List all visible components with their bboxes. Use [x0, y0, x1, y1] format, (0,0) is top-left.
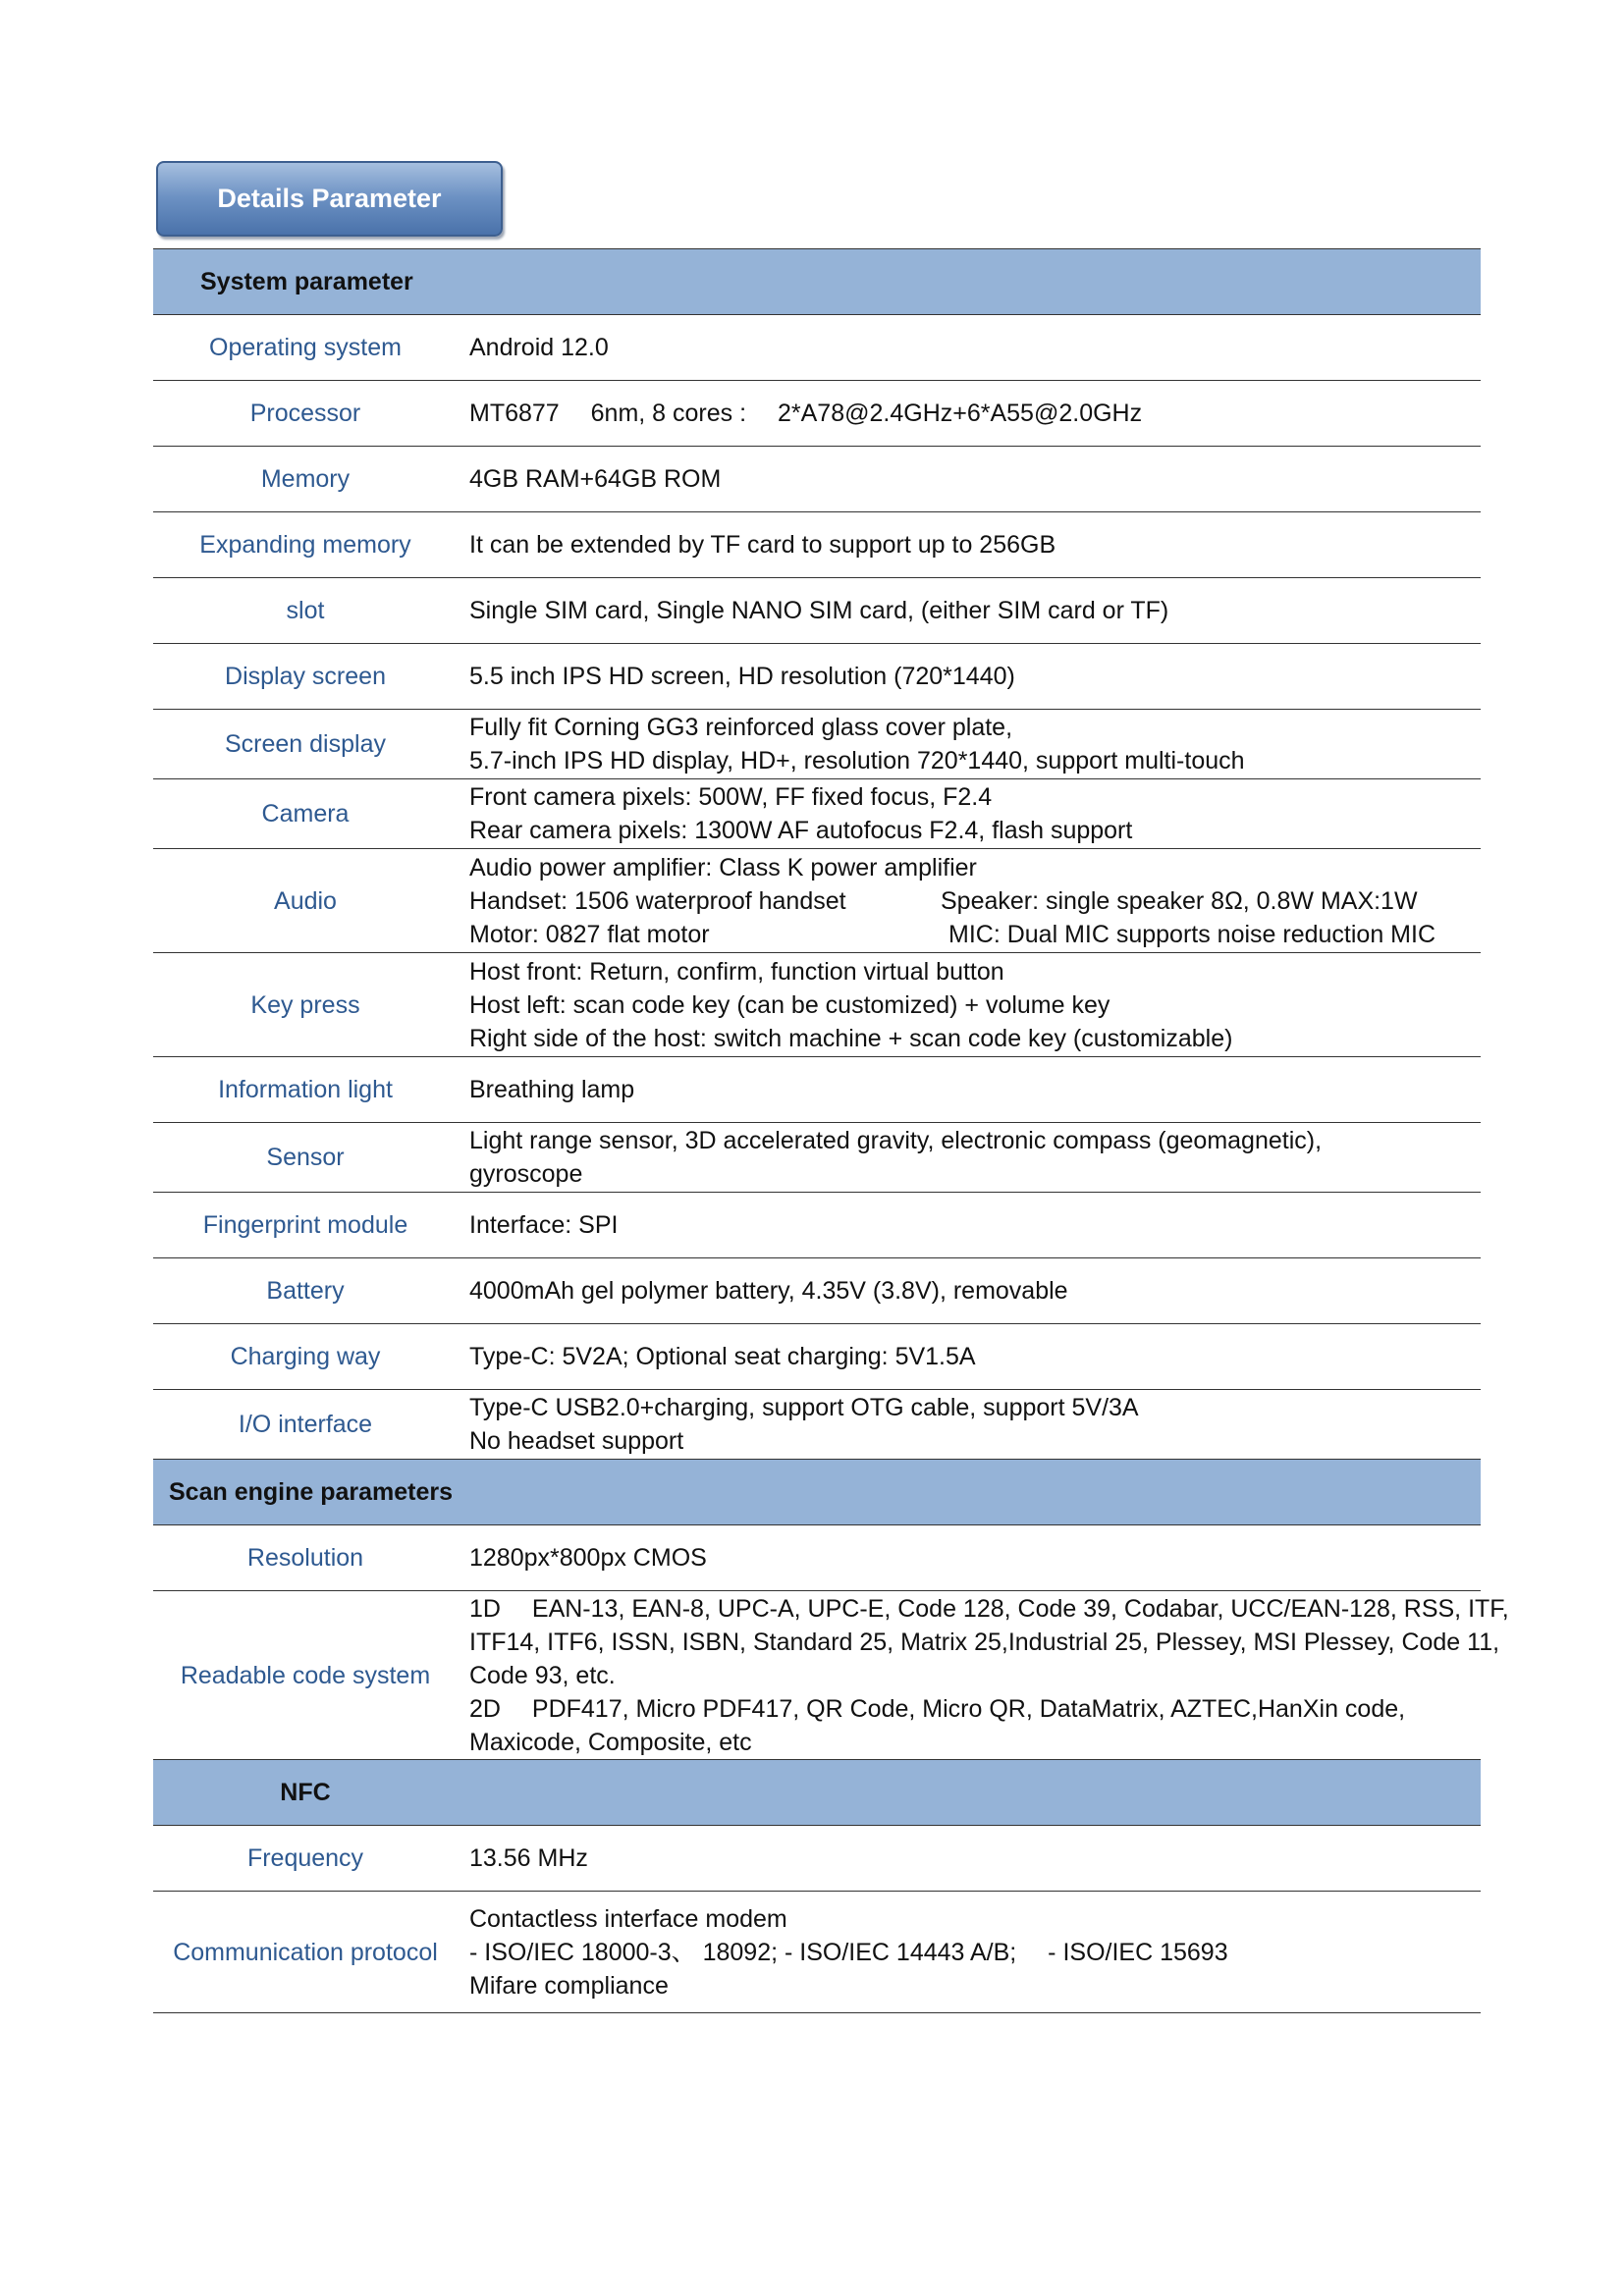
spec-label: Communication protocol: [153, 1892, 458, 2013]
spec-value: [458, 447, 1481, 512]
value-left: Handset: 1506 waterproof handset: [469, 886, 846, 915]
spec-row-information-light: [153, 1057, 1481, 1123]
spec-value: [458, 849, 1481, 953]
value-line: Contactless interface modem: [469, 1904, 787, 1933]
spec-label: Display screen: [153, 644, 458, 710]
value-line: 2D PDF417, Micro PDF417, QR Code, Micro QR, DataMatrix, AZTEC,HanXin code,: [469, 1694, 1406, 1723]
value-line: Single SIM card, Single NANO SIM card, (either SIM card or TF): [469, 597, 1169, 624]
value-line: 5.7-inch IPS HD display, HD+, resolution 720*1440, support multi-touch: [469, 747, 1245, 774]
spec-label: Information light: [153, 1057, 458, 1123]
value-line: ITF14, ITF6, ISSN, ISBN, Standard 25, Matrix 25,Industrial 25, Plessey, MSI Plessey, Code 11,: [469, 1628, 1500, 1656]
spec-row-memory: [153, 447, 1481, 512]
spec-value: [458, 1892, 1481, 2013]
spec-label: Resolution: [153, 1525, 458, 1591]
section-system: [153, 249, 1481, 315]
spec-row-resolution: [153, 1525, 1481, 1591]
value-line: Right side of the host: switch machine + scan code key (customizable): [469, 1024, 1233, 1052]
value-line: 5.5 inch IPS HD screen, HD resolution (720*1440): [469, 663, 1015, 690]
value-line: Breathing lamp: [469, 1076, 635, 1103]
value-line: It can be extended by TF card to support up to 256GB: [469, 531, 1056, 559]
spec-value: [458, 1826, 1481, 1892]
spec-label: Charging way: [153, 1324, 458, 1390]
value-line: Host front: Return, confirm, function virtual button: [469, 957, 1004, 986]
value-line: 13.56 MHz: [469, 1844, 588, 1872]
value-right: Speaker: single speaker 8Ω, 0.8W MAX:1W: [941, 886, 1418, 915]
section-nfc-fill: [458, 1760, 1481, 1826]
value-left: Motor: 0827 flat motor: [469, 920, 710, 948]
spec-value: [458, 578, 1481, 644]
section-scan-engine: [153, 1460, 1481, 1525]
spec-row-io-interface: [153, 1390, 1481, 1460]
spec-row-camera: [153, 779, 1481, 849]
spec-label: Battery: [153, 1258, 458, 1324]
spec-value: [458, 1258, 1481, 1324]
spec-value: [458, 381, 1481, 447]
spec-value: [458, 644, 1481, 710]
value-line: Code 93, etc.: [469, 1661, 616, 1689]
value-line: Interface: SPI: [469, 1211, 619, 1239]
spec-label: Key press: [153, 953, 458, 1057]
spec-row-slot: [153, 578, 1481, 644]
spec-row-display-screen: [153, 644, 1481, 710]
spec-label: Processor: [153, 381, 458, 447]
spec-label: Frequency: [153, 1826, 458, 1892]
spec-label: Expanding memory: [153, 512, 458, 578]
spec-label: Audio: [153, 849, 458, 953]
value-line: 4GB RAM+64GB ROM: [469, 465, 722, 493]
spec-value: [458, 1324, 1481, 1390]
spec-label: Camera: [153, 779, 458, 849]
spec-value: [458, 315, 1481, 381]
spec-row-sensor: [153, 1123, 1481, 1193]
spec-label: Screen display: [153, 710, 458, 779]
value-line: 4000mAh gel polymer battery, 4.35V (3.8V), removable: [469, 1277, 1068, 1305]
value-line: Fully fit Corning GG3 reinforced glass cover plate,: [469, 714, 1013, 741]
spec-value: [458, 1057, 1481, 1123]
spec-row-fingerprint-module: [153, 1193, 1481, 1258]
section-scan-engine-label: Scan engine parameters: [153, 1460, 1481, 1525]
spec-row-charging-way: [153, 1324, 1481, 1390]
value-line-pair: [469, 884, 1481, 918]
spec-row-operating-system: [153, 315, 1481, 381]
spec-value: [458, 1591, 1509, 1760]
section-system-label: System parameter: [153, 249, 1481, 315]
value-line: Rear camera pixels: 1300W AF autofocus F2.4, flash support: [469, 817, 1133, 844]
spec-value: [458, 953, 1481, 1057]
value-line: Type-C USB2.0+charging, support OTG cable, support 5V/3A: [469, 1394, 1139, 1421]
value-line: - ISO/IEC 18000-3、 18092; - ISO/IEC 14443 A/B; - ISO/IEC 15693: [469, 1938, 1228, 1966]
value-line: Mifare compliance: [469, 1971, 669, 2000]
spec-row-readable-code-system: [153, 1591, 1481, 1760]
value-line: MT6877 6nm, 8 cores : 2*A78@2.4GHz+6*A55@2.0GHz: [469, 400, 1143, 427]
spec-label: slot: [153, 578, 458, 644]
spec-label: Fingerprint module: [153, 1193, 458, 1258]
spec-label: I/O interface: [153, 1390, 458, 1460]
spec-label: Memory: [153, 447, 458, 512]
value-line: 1280px*800px CMOS: [469, 1544, 707, 1572]
spec-row-audio: [153, 849, 1481, 953]
spec-value: [458, 1123, 1481, 1193]
details-parameter-badge: Details Parameter: [156, 161, 503, 237]
spec-row-frequency: [153, 1826, 1481, 1892]
spec-value: [458, 1193, 1481, 1258]
value-line: Host left: scan code key (can be customized) + volume key: [469, 990, 1110, 1019]
value-line: Audio power amplifier: Class K power amplifier: [469, 853, 977, 881]
value-line: Light range sensor, 3D accelerated gravity, electronic compass (geomagnetic),: [469, 1127, 1323, 1154]
spec-label: Operating system: [153, 315, 458, 381]
spec-label: Sensor: [153, 1123, 458, 1193]
spec-row-screen-display: [153, 710, 1481, 779]
spec-row-battery: [153, 1258, 1481, 1324]
spec-value: [458, 779, 1481, 849]
spec-table: [153, 248, 1509, 2013]
spec-row-key-press: [153, 953, 1481, 1057]
value-line: Front camera pixels: 500W, FF fixed focus, F2.4: [469, 783, 993, 811]
spec-row-processor: [153, 381, 1481, 447]
value-line: Android 12.0: [469, 334, 609, 361]
value-line: No headset support: [469, 1427, 684, 1455]
value-line: Type-C: 5V2A; Optional seat charging: 5V1.5A: [469, 1343, 976, 1370]
value-line: Maxicode, Composite, etc: [469, 1728, 752, 1756]
spec-value: [458, 512, 1481, 578]
value-line-pair: [469, 918, 1481, 951]
section-nfc: [153, 1760, 1481, 1826]
spec-label: Readable code system: [153, 1591, 458, 1760]
section-nfc-label: NFC: [153, 1760, 458, 1826]
spec-value: [458, 1525, 1481, 1591]
spec-row-expanding-memory: [153, 512, 1481, 578]
value-right: MIC: Dual MIC supports noise reduction MIC: [948, 920, 1436, 948]
spec-value: [458, 1390, 1481, 1460]
spec-row-communication-protocol: [153, 1892, 1481, 2013]
spec-value: [458, 710, 1481, 779]
value-line: 1D EAN-13, EAN-8, UPC-A, UPC-E, Code 128, Code 39, Codabar, UCC/EAN-128, RSS, ITF,: [469, 1594, 1509, 1623]
value-line: gyroscope: [469, 1160, 583, 1188]
